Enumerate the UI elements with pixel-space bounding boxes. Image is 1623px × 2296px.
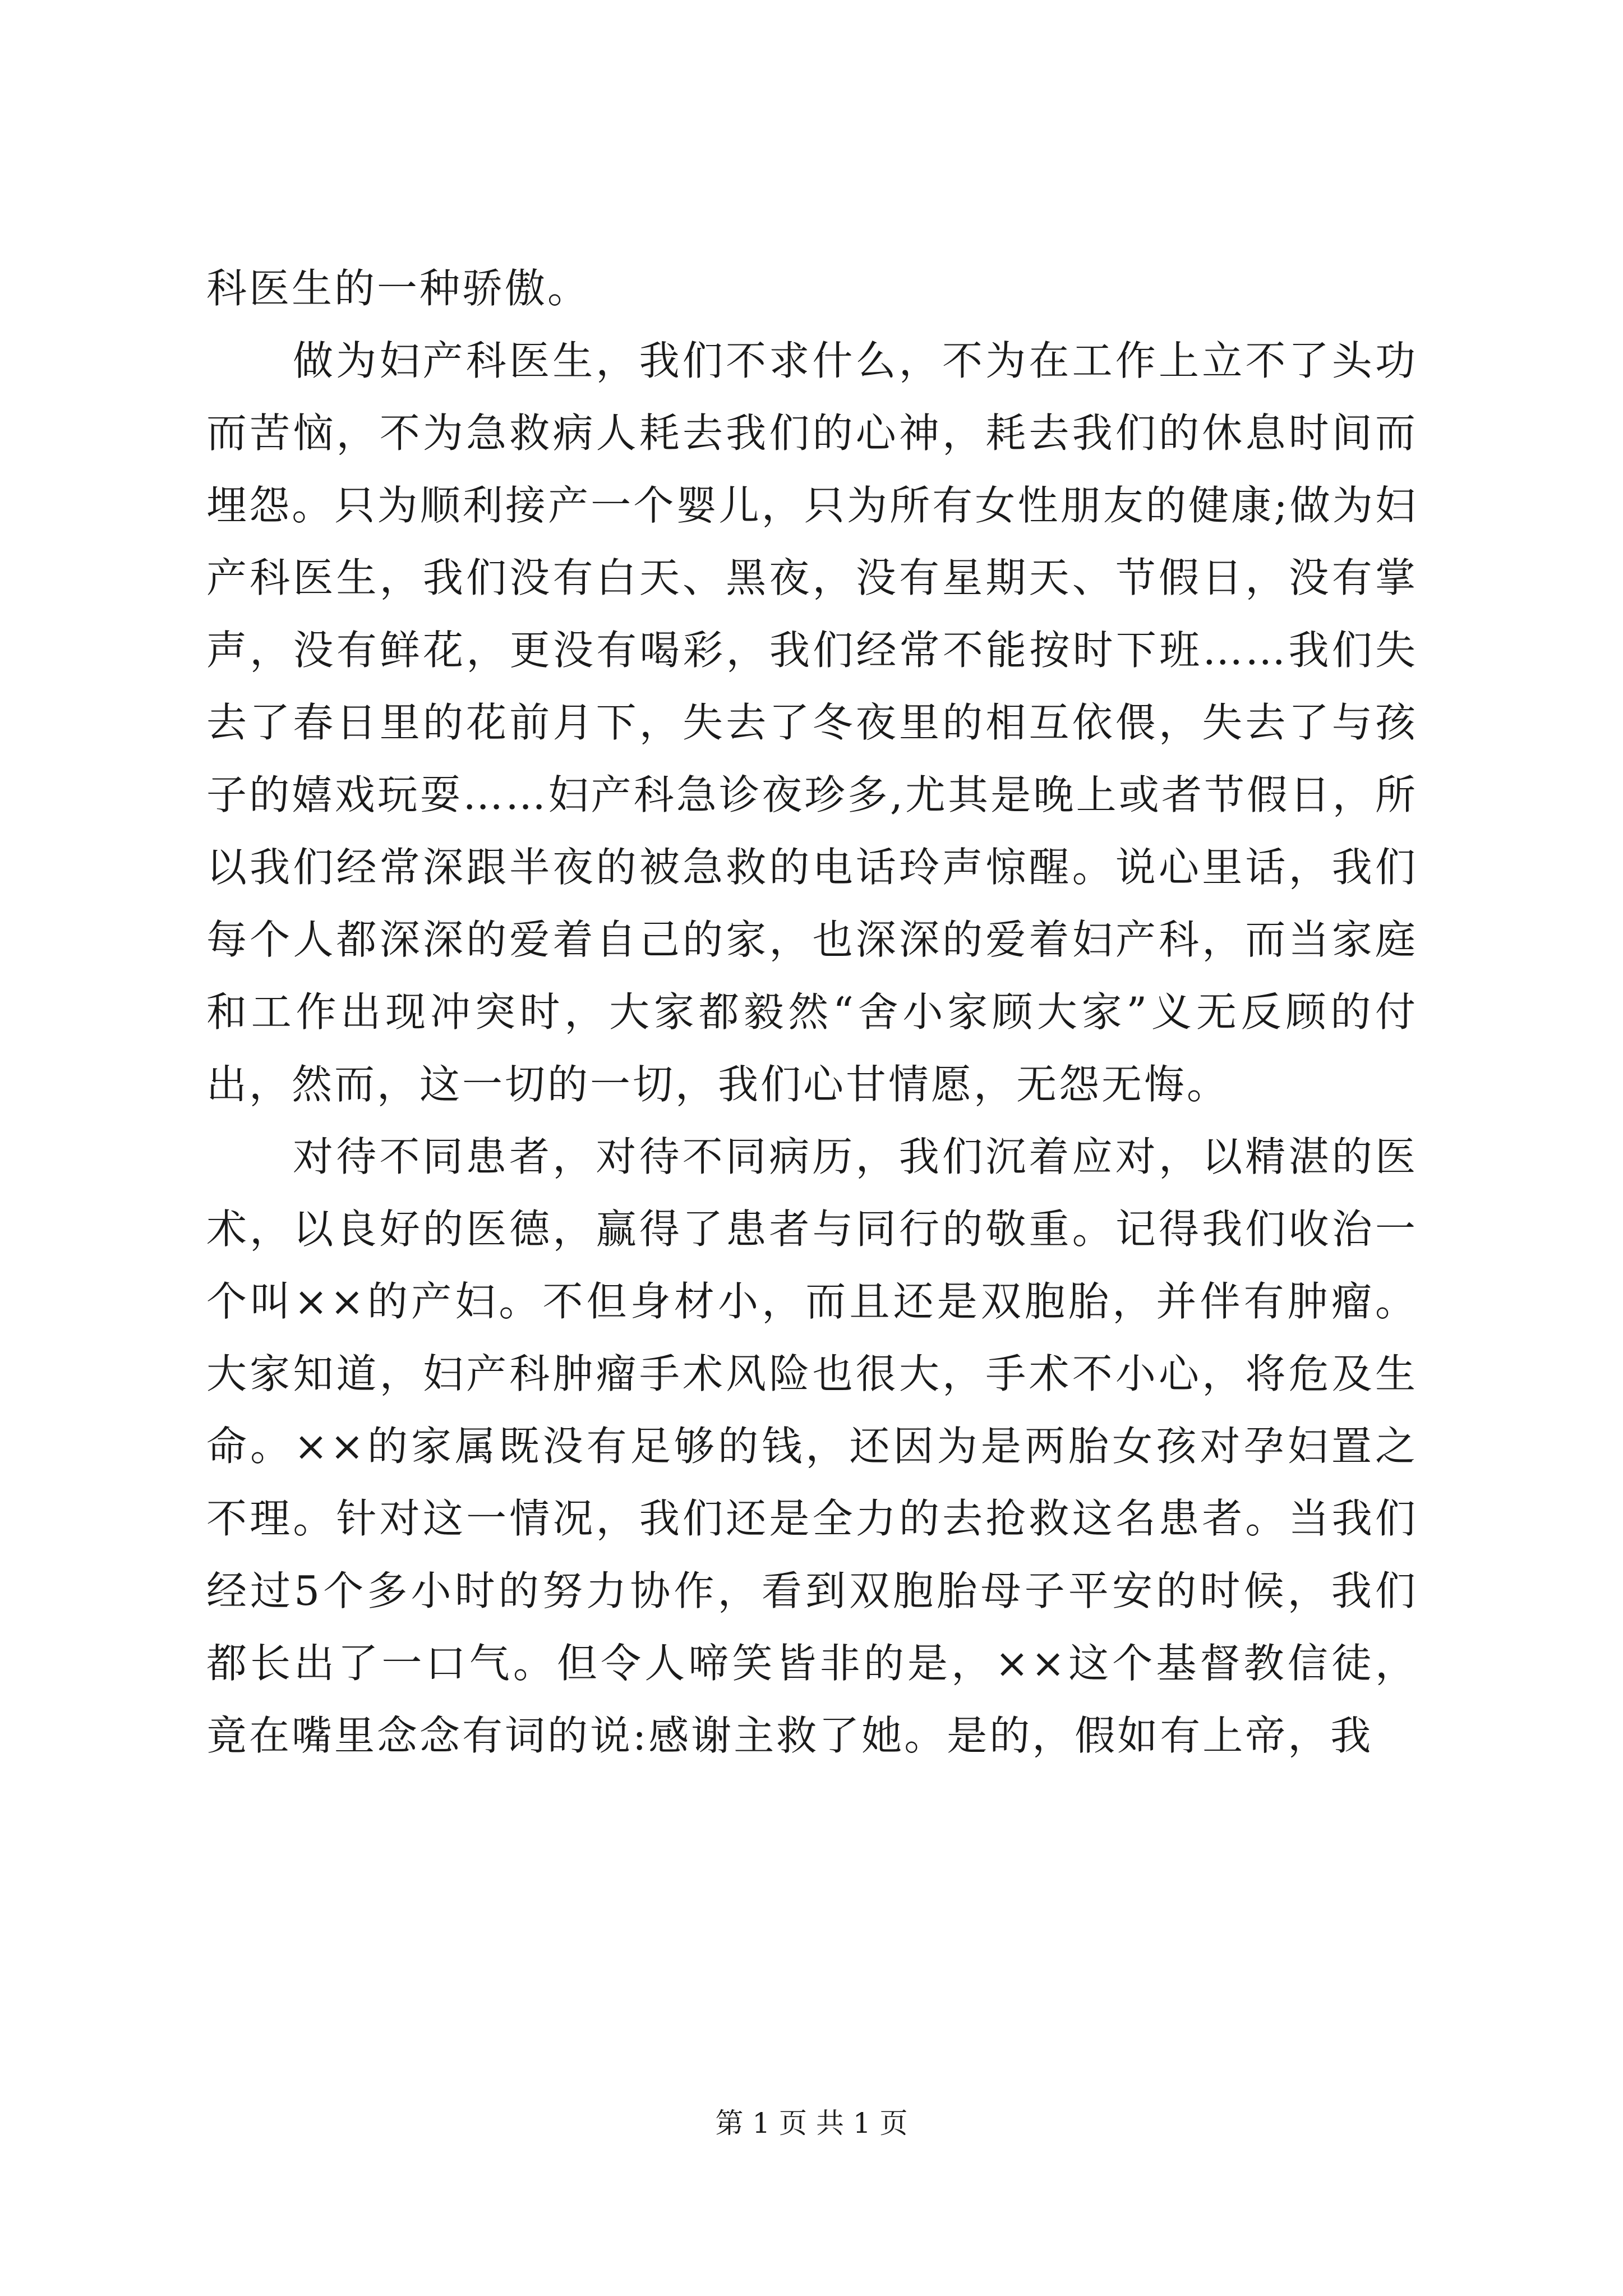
- paragraph-continuation: 科医生的一种骄傲。: [206, 265, 591, 312]
- page-footer: 第 1 页 共 1 页: [715, 2107, 908, 2139]
- paragraph-patient-story: 对待不同患者，对待不同病历，我们沉着应对，以精湛的医术，以良好的医德，赢得了患者与同行的敬重。记得我们收治一个叫××的产妇。不但身材小，而且还是双胞胎，并伴有肿瘤。大家知道，妇产科肿瘤手术风险也很大，手术不小心，将危及生命。××的家属既没有足够的钱，还因为是两胎女孩对孕妇置之不理。针对这一情况，我们还是全力的去抢救这名患者。当我们经过5个多小时的努力协作，看到双胞胎母子平安的时候，我们都长出了一口气。但令人啼笑皆非的是，××这个基督教信徒，竟在嘴里念念有词的说:感谢主救了她。是的，假如有上帝，我: [206, 1133, 1418, 1759]
- body-text: [206, 252, 1418, 1772]
- paragraph-duties: 做为妇产科医生，我们不求什么，不为在工作上立不了头功而苦恼，不为急救病人耗去我们的心神，耗去我们的休息时间而埋怨。只为顺利接产一个婴儿，只为所有女性朋友的健康;做为妇产科医生，我们没有白天、黑夜，没有星期天、节假日，没有掌声，没有鲜花，更没有喝彩，我们经常不能按时下班……我们失去了春日里的花前月下，失去了冬夜里的相互依偎，失去了与孩子的嬉戏玩耍……妇产科急诊夜珍多,尤其是晚上或者节假日，所以我们经常深跟半夜的被急救的电话玲声惊醒。说心里话，我们每个人都深深的爱着自己的家，也深深的爱着妇产科，而当家庭和工作出现冲突时，大家都毅然“舍小家顾大家”义无反顾的付出，然而，这一切的一切，我们心甘情愿，无怨无悔。: [206, 337, 1418, 1108]
